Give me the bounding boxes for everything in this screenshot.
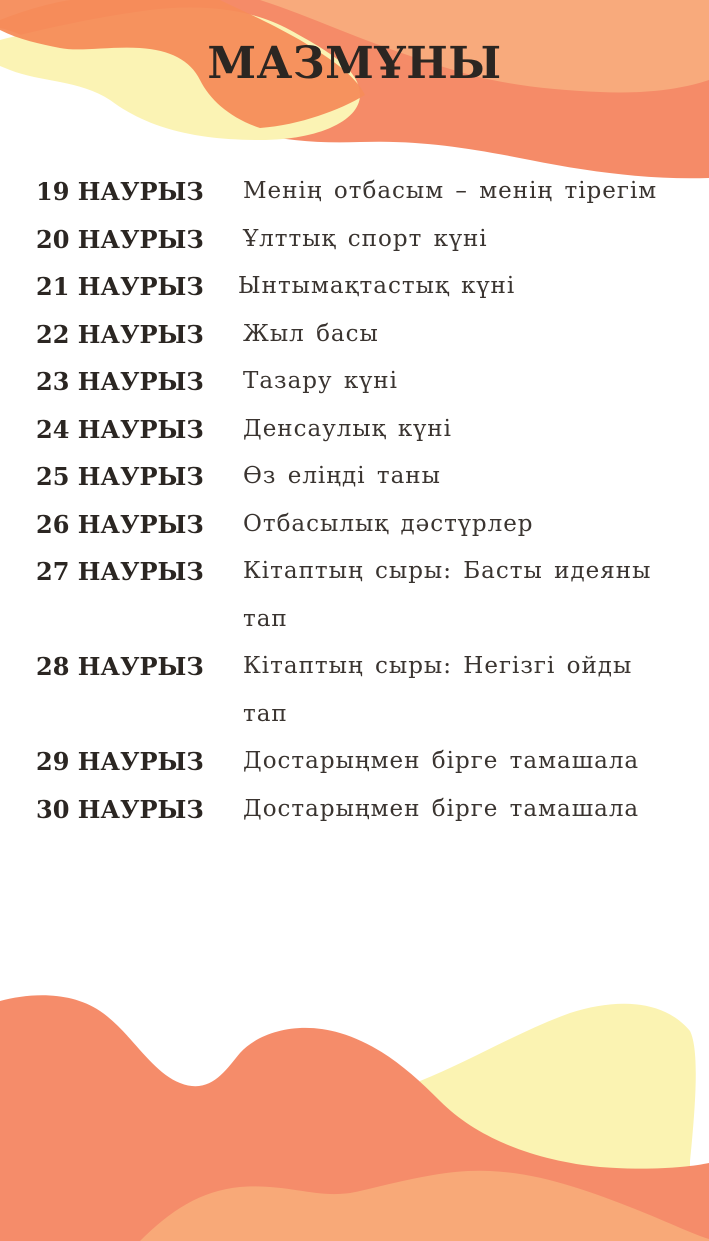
toc-row [36, 453, 676, 501]
toc-date: 22 НАУРЫЗ [36, 319, 204, 349]
toc-date: 28 НАУРЫЗ [36, 652, 204, 681]
toc-topic: Кітаптың сыры: Басты идеяны тап [243, 558, 652, 632]
toc-date: 21 НАУРЫЗ [36, 272, 204, 301]
toc-date: 24 НАУРЫЗ [36, 414, 204, 444]
table-of-contents [36, 168, 676, 833]
toc-date: 19 НАУРЫЗ [36, 177, 204, 206]
toc-date: 26 НАУРЫЗ [36, 509, 204, 539]
toc-row [36, 406, 676, 454]
toc-topic: Достарыңмен бірге тамашала [243, 795, 640, 822]
toc-row [36, 738, 676, 786]
toc-date: 25 НАУРЫЗ [36, 462, 204, 491]
toc-topic: Кітаптың сыры: Негізгі ойды тап [243, 653, 633, 727]
top-decorative-shapes [0, 0, 709, 190]
page-title: МАЗМҰНЫ [207, 38, 502, 89]
toc-row [36, 786, 676, 834]
toc-topic: Достарыңмен бірге тамашала [243, 748, 640, 774]
toc-row [36, 311, 676, 359]
toc-topic: Менің отбасым – менің тірегім [243, 178, 658, 204]
toc-row [36, 643, 676, 738]
toc-date: 29 НАУРЫЗ [36, 747, 204, 776]
toc-topic: Ынтымақтастық күні [238, 273, 516, 299]
toc-row [36, 358, 676, 406]
toc-topic: Жыл басы [243, 320, 379, 347]
toc-row [36, 216, 676, 264]
toc-row [36, 501, 676, 549]
toc-topic: Отбасылық дәстүрлер [243, 510, 534, 537]
toc-date: 20 НАУРЫЗ [36, 224, 204, 254]
toc-date: 30 НАУРЫЗ [36, 794, 204, 824]
toc-topic: Тазару күні [243, 368, 398, 394]
toc-date: 23 НАУРЫЗ [36, 367, 204, 396]
toc-row [36, 263, 676, 311]
toc-topic: Денсаулық күні [243, 415, 452, 442]
toc-topic: Ұлттық спорт күні [243, 225, 488, 252]
toc-topic: Өз еліңді таны [243, 463, 441, 489]
toc-row [36, 548, 676, 643]
toc-date: 27 НАУРЫЗ [36, 557, 204, 586]
toc-row [36, 168, 676, 216]
bottom-decorative-shapes [0, 991, 709, 1241]
